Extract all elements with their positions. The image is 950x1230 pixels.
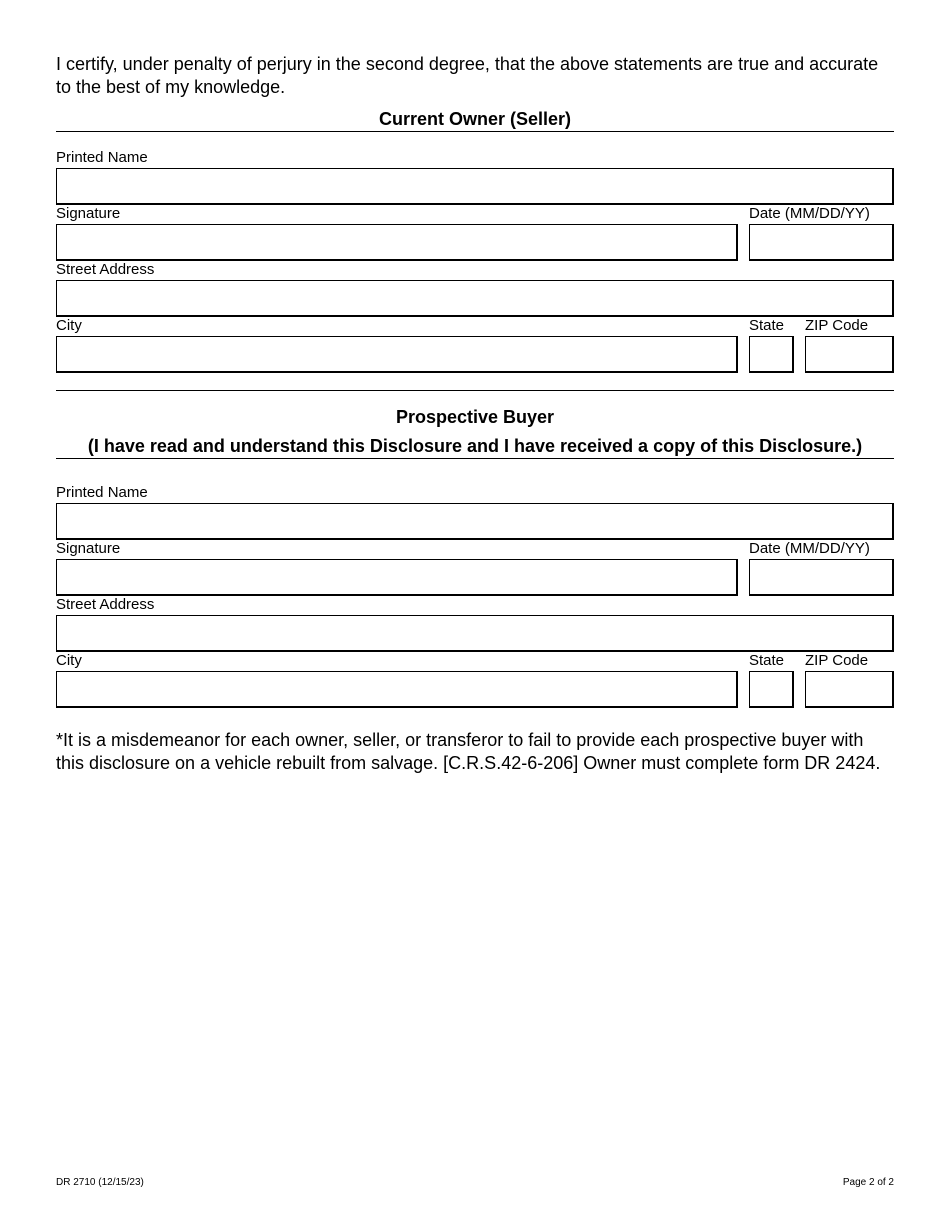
seller-signature-field[interactable]: [56, 224, 738, 261]
buyer-state-field[interactable]: [749, 671, 794, 708]
buyer-date-label: Date (MM/DD/YY): [749, 540, 870, 557]
buyer-printed-name-field[interactable]: [56, 503, 894, 540]
buyer-signature-field[interactable]: [56, 559, 738, 596]
buyer-state-label: State: [749, 652, 785, 669]
page-number: Page 2 of 2: [842, 1177, 894, 1188]
buyer-street-label: Street Address: [56, 596, 155, 613]
form-id: DR 2710 (12/15/23): [56, 1177, 144, 1188]
buyer-printed-name-label: Printed Name: [56, 484, 148, 501]
seller-printed-name-label: Printed Name: [56, 149, 148, 166]
seller-date-label: Date (MM/DD/YY): [749, 205, 870, 222]
seller-city-field[interactable]: [56, 336, 738, 373]
misdemeanor-footnote: *It is a misdemeanor for each owner, seller, or transferor to fail to provide each prospective buyer with this disclosure on a vehicle rebuilt from salvage. [C.R.S.42-6-206] Owner must complete form DR 2424.: [56, 730, 881, 773]
seller-street-field[interactable]: [56, 280, 894, 317]
buyer-title-rule: [56, 458, 894, 459]
seller-title-rule: [56, 131, 894, 132]
seller-zip-field[interactable]: [805, 336, 894, 373]
seller-section-title: Current Owner (Seller): [378, 109, 572, 129]
buyer-zip-field[interactable]: [805, 671, 894, 708]
seller-printed-name-field[interactable]: [56, 168, 894, 205]
buyer-date-field[interactable]: [749, 559, 894, 596]
seller-date-field[interactable]: [749, 224, 894, 261]
seller-city-label: City: [56, 317, 82, 334]
section-divider: [56, 390, 894, 391]
buyer-city-field[interactable]: [56, 671, 738, 708]
seller-street-label: Street Address: [56, 261, 155, 278]
seller-state-label: State: [749, 317, 785, 334]
seller-zip-label: ZIP Code: [805, 317, 869, 334]
seller-state-field[interactable]: [749, 336, 794, 373]
certification-statement: I certify, under penalty of perjury in the second degree, that the above statements are true and accurate to the best of my knowledge.: [56, 54, 879, 97]
buyer-zip-label: ZIP Code: [805, 652, 869, 669]
form-page: [56, 0, 894, 1230]
buyer-section-subtitle: (I have read and understand this Disclosure and I have received a copy of this Disclosure.): [87, 436, 863, 456]
buyer-city-label: City: [56, 652, 82, 669]
buyer-signature-label: Signature: [56, 540, 121, 557]
seller-signature-label: Signature: [56, 205, 121, 222]
buyer-street-field[interactable]: [56, 615, 894, 652]
buyer-section-title: Prospective Buyer: [395, 407, 555, 427]
